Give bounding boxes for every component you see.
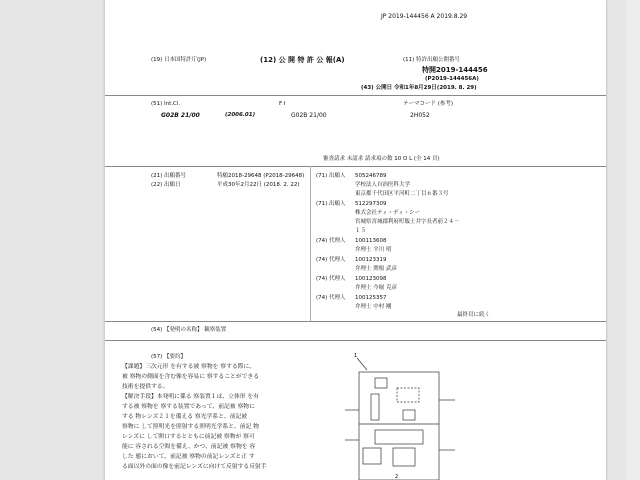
- party-line: 弁理士 関根 武彦: [355, 266, 397, 272]
- publication-date: (43) 公開日 令和1年8月29日(2019. 8. 29): [361, 85, 477, 91]
- publication-number-label: (11) 特許出願公開番号: [403, 57, 461, 63]
- publication-number-alt: (P2019-144456A): [425, 76, 479, 82]
- divider: [105, 166, 606, 167]
- divider: [105, 321, 606, 322]
- divider: [105, 340, 606, 341]
- party-line: 学校法人自治医科大学: [355, 182, 411, 188]
- figure-ref-2: 2: [395, 474, 399, 480]
- party-line: 宮城県宮城郡利府町飯土井字長者前２４－: [355, 219, 460, 225]
- application-number: 特願2018-29648 (P2018-29648): [217, 173, 305, 179]
- abstract-line: る面以外の面の像を前記レンズに向けて反射する反射手: [122, 464, 267, 470]
- column-divider: [310, 166, 311, 321]
- party-line: 512297309: [355, 201, 387, 207]
- abstract-line: する 物レンズ２１を備える 察光学系と、前記被: [122, 414, 248, 420]
- component-block: [375, 378, 387, 388]
- abstract-line: する被 察物を 察する装置であって、前記被 察物に: [122, 404, 255, 410]
- figure-ref-1: 1: [354, 353, 358, 359]
- intcl-code: G02B 21/00: [161, 112, 200, 119]
- intcl-version: (2006.01): [225, 112, 256, 118]
- party-line: 東京都千代田区平河町二丁目６番３号: [355, 191, 449, 197]
- abstract-line: 【解決手段】本発明に係る 察装置１は、立体形 を有: [122, 394, 260, 400]
- component-block: [363, 448, 381, 464]
- publication-number: 特開2019-144456: [422, 66, 488, 74]
- publication-kind-title: (12) 公 開 特 許 公 報(A): [260, 56, 345, 64]
- scrollbar-track[interactable]: [626, 0, 640, 480]
- party-line: 100125357: [355, 295, 387, 301]
- party-line: 100123098: [355, 276, 387, 282]
- party-line: 弁理士 中村 剛: [355, 304, 392, 310]
- leader-line: [357, 358, 367, 370]
- abstract-line: 被 察物の側面を含む像を容易に 察することができる: [122, 374, 260, 380]
- theme-code: 2H052: [410, 112, 430, 119]
- theme-code-label: テーマコード (参考): [403, 101, 454, 107]
- apparatus-figure: [335, 350, 485, 480]
- component-block: [375, 430, 423, 444]
- party-line: 弁理士 今堀 克彦: [355, 285, 397, 291]
- party-line: １５: [355, 228, 367, 234]
- component-block: [393, 448, 415, 466]
- component-block: [403, 410, 415, 420]
- party-line: 505246789: [355, 173, 387, 179]
- abstract-line: 技術を提供する。: [122, 384, 169, 390]
- abstract-line: 能に 容される空間を備え、かつ、前記被 察物を 容: [122, 444, 256, 450]
- patent-page: [105, 0, 606, 480]
- party-label: (74) 代理人: [316, 238, 346, 244]
- examination-status: 審査請求 未請求 請求項の数 10 O L (全 14 頁): [323, 156, 440, 162]
- abstract-line: 【課題】三次元形 を有する被 察物を 察する際に、: [122, 364, 256, 370]
- invention-title: (54) 【発明の名称】 観察装置: [151, 327, 227, 333]
- fi-label: F I: [279, 101, 286, 107]
- abstract-line: レンズに して開口するとともに前記被 察物が 察可: [122, 434, 255, 440]
- component-block: [371, 394, 379, 420]
- party-label: (74) 代理人: [316, 295, 346, 301]
- abstract-line: した 態において、前記被 察物の前記レンズと正 す: [122, 454, 255, 460]
- application-date: 平成30年2月22日 (2018. 2. 22): [217, 182, 300, 188]
- component-block: [397, 388, 419, 402]
- party-line: 100113608: [355, 238, 387, 244]
- application-date-label: (22) 出願日: [151, 182, 181, 188]
- abstract-heading: (57) 【要約】: [151, 354, 187, 360]
- party-line: 弁理士 平川 明: [355, 247, 392, 253]
- party-line: 株式会社ティ・ディ・シー: [355, 210, 421, 216]
- continued-note: 最終頁に続く: [457, 312, 491, 318]
- party-label: (74) 代理人: [316, 257, 346, 263]
- fi-code: G02B 21/00: [291, 112, 327, 119]
- party-label: (74) 代理人: [316, 276, 346, 282]
- issuer: (19) 日本国特許庁(JP): [151, 57, 207, 63]
- party-line: 100123319: [355, 257, 387, 263]
- divider: [105, 95, 606, 96]
- intcl-label: (51) Int.Cl.: [151, 101, 181, 107]
- party-label: (71) 出願人: [316, 173, 346, 179]
- application-number-label: (21) 出願番号: [151, 173, 187, 179]
- party-label: (71) 出願人: [316, 201, 346, 207]
- abstract-line: 察物に して照明光を照射する照明光学系と、前記 物: [122, 424, 260, 430]
- document-reference: JP 2019-144456 A 2019.8.29: [381, 13, 468, 20]
